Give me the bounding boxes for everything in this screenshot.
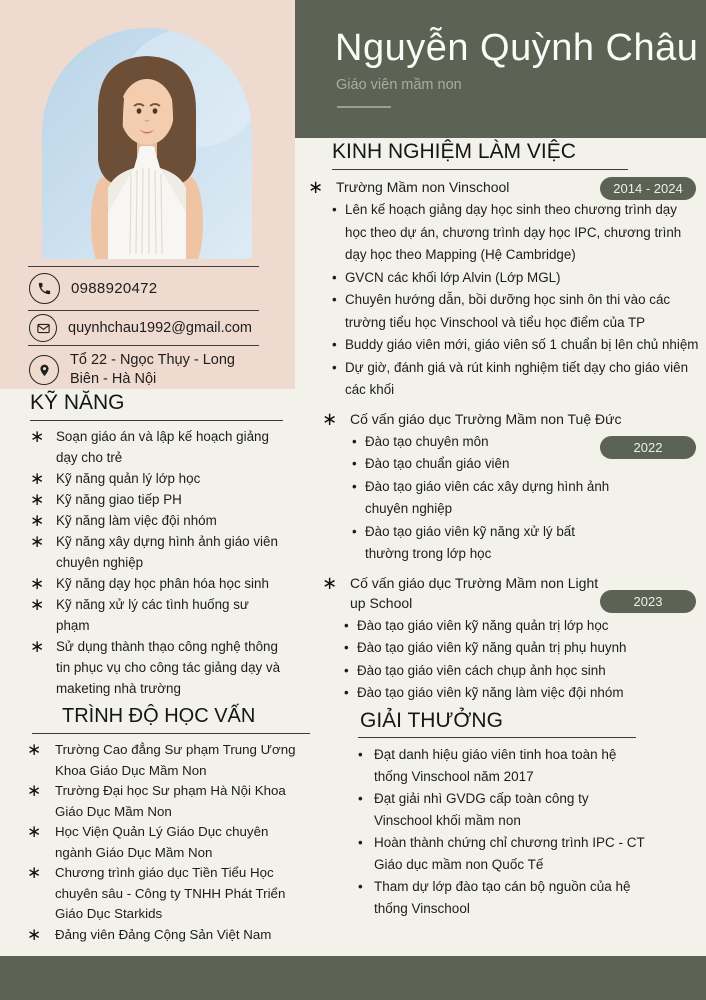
job-bullet (352, 521, 702, 566)
skill-text: Kỹ năng xử lý các tình huống sư phạm (56, 597, 249, 633)
job-bullet-text: Đào tạo giáo viên kỹ năng làm việc đội nhóm (357, 685, 624, 700)
award-text: Đạt giải nhì GVDG cấp toàn công ty Vinschool khối mầm non (374, 791, 589, 828)
profile-photo (42, 28, 252, 259)
job-bullet (332, 357, 702, 402)
bullet-icon: • (344, 662, 349, 678)
skill-text: Kỹ năng quản lý lớp học (56, 471, 201, 486)
job-bullet-text: Lên kế hoạch giảng dạy học sinh theo chương trình dạy học theo dự án, chương trình dạy học IPC, chương trình dạy học theo Mapping (Hệ Cambridge) (345, 202, 682, 262)
bullet-icon: • (358, 747, 363, 762)
asterisk-icon: ∗ (308, 177, 324, 197)
job-entry (306, 409, 702, 566)
header-banner (295, 0, 706, 138)
education-item (18, 740, 298, 781)
bullet-icon: • (358, 791, 363, 806)
period-badge: 2014 - 2024 (600, 177, 696, 200)
education-text: Học Viện Quản Lý Giáo Dục chuyên ngành Giáo Dục Mầm Non (55, 824, 269, 860)
job-bullet-text: Đào tạo giáo viên kỹ năng quản trị lớp học (357, 617, 609, 633)
job-bullet-text: GVCN các khối lớp Alvin (Lớp MGL) (345, 269, 561, 285)
asterisk-icon: ∗ (27, 781, 42, 800)
asterisk-icon: ∗ (30, 511, 45, 530)
asterisk-icon: ∗ (27, 924, 42, 944)
education-item (18, 781, 298, 822)
skill-item (30, 531, 283, 573)
skill-item (30, 594, 283, 636)
job-bullet-text: Dự giờ, đánh giá và rút kinh nghiệm tiết dạy cho giáo viên các khối (345, 359, 689, 397)
education-text: Chương trình giáo dục Tiền Tiểu Học chuyên sâu - Công ty TNHH Phát Triển Giáo Dục Starkids (55, 865, 286, 921)
experience-heading: KINH NGHIỆM LÀM VIỆC (332, 140, 628, 170)
job-bullet (332, 199, 702, 267)
skill-item (30, 510, 283, 531)
subtitle-underline (337, 106, 391, 108)
bullet-icon: • (332, 292, 337, 307)
job-bullet-text: Đào tạo giáo viên kỹ năng xử lý bất thường trong lớp học (365, 523, 575, 561)
job-entry-title: Trường Mầm non Vinschool (336, 179, 510, 195)
education-item (18, 863, 298, 925)
asterisk-icon: ∗ (322, 408, 338, 429)
job-bullet-text: Đào tạo chuẩn giáo viên (365, 456, 510, 471)
award-item (358, 832, 702, 876)
award-text: Tham dự lớp đào tạo cán bộ nguồn của hệ thống Vinschool (374, 879, 631, 916)
bullet-icon: • (344, 640, 349, 655)
asterisk-icon: ∗ (27, 863, 42, 882)
bullet-icon: • (358, 879, 363, 894)
portrait-illustration (42, 28, 252, 259)
bullet-icon: • (352, 456, 357, 471)
education-text: Đảng viên Đảng Cộng Sản Việt Nam (55, 926, 272, 942)
contact-block (28, 266, 259, 394)
experience-section (306, 140, 702, 711)
skill-item (30, 636, 283, 699)
job-bullet (332, 334, 702, 357)
award-text: Đạt danh hiệu giáo viên tinh hoa toàn hệ thống Vinschool năm 2017 (374, 747, 617, 784)
email-address: quynhchau1992@gmail.com (68, 319, 252, 336)
postal-address: Tổ 22 - Ngọc Thụy - Long Biên - Hà Nội (70, 352, 235, 387)
contact-address-row (28, 345, 259, 394)
asterisk-icon: ∗ (30, 469, 45, 488)
period-badge: 2023 (600, 590, 696, 613)
education-item (18, 925, 298, 946)
skill-text: Kỹ năng xây dựng hình ảnh giáo viên chuyên nghiệp (56, 534, 278, 570)
asterisk-icon: ∗ (30, 637, 45, 656)
skills-section (30, 391, 283, 699)
skill-text: Kỹ năng dạy học phân hóa học sinh (56, 576, 269, 591)
phone-number: 0988920472 (71, 280, 158, 297)
education-heading: TRÌNH ĐỘ HỌC VẤN (32, 705, 310, 734)
contact-phone-row (28, 266, 259, 310)
asterisk-icon: ∗ (30, 427, 45, 446)
skill-text: Kỹ năng làm việc đội nhóm (56, 513, 217, 528)
awards-section (358, 709, 702, 920)
skill-item (30, 468, 283, 489)
job-bullet-text: Đào tạo giáo viên các xây dựng hình ảnh chuyên nghiệp (365, 478, 610, 516)
bullet-icon: • (352, 478, 357, 494)
bullet-icon: • (352, 433, 357, 449)
skill-text: Soạn giáo án và lập kế hoạch giảng dạy cho trẻ (56, 429, 269, 465)
job-entry-title: Cố vấn giáo dục Trường Mầm non Tuệ Đức (350, 410, 622, 427)
bullet-icon: • (332, 337, 337, 352)
bullet-icon: • (332, 359, 337, 375)
asterisk-icon: ∗ (30, 595, 45, 614)
footer-bar (0, 956, 706, 1000)
job-title: Giáo viên mầm non (336, 77, 462, 93)
award-item (358, 876, 702, 920)
award-item (358, 744, 702, 788)
job-bullet (332, 267, 702, 290)
education-text: Trường Đại học Sư phạm Hà Nội Khoa Giáo Dục Mầm Non (55, 783, 286, 819)
envelope-icon (29, 314, 57, 342)
asterisk-icon: ∗ (30, 532, 45, 551)
job-bullet-text: Chuyên hướng dẫn, bồi dưỡng học sinh ôn thi vào các trường tiểu học Vinschool và tiểu học điểm của TP (345, 292, 671, 330)
award-item (358, 788, 702, 832)
job-bullet-text: Đào tạo giáo viên cách chụp ảnh học sinh (357, 662, 606, 678)
bullet-icon: • (332, 269, 337, 285)
skill-item (30, 426, 283, 468)
education-text: Trường Cao đẳng Sư phạm Trung Ương Khoa Giáo Dục Mầm Non (55, 742, 296, 778)
job-entry (306, 573, 702, 705)
job-bullet (344, 660, 702, 683)
bullet-icon: • (344, 685, 349, 700)
awards-heading: GIẢI THƯỞNG (358, 709, 636, 738)
skill-text: Kỹ năng giao tiếp PH (56, 492, 182, 507)
asterisk-icon: ∗ (30, 574, 45, 593)
job-entry (306, 177, 702, 402)
bullet-icon: • (332, 202, 337, 217)
bullet-icon: • (344, 617, 349, 633)
period-badge: 2022 (600, 436, 696, 459)
skill-item (30, 489, 283, 510)
asterisk-icon: ∗ (27, 822, 42, 841)
job-bullet (344, 637, 702, 660)
phone-icon (29, 273, 60, 304)
location-pin-icon (29, 355, 59, 385)
job-bullet (344, 682, 702, 705)
award-text: Hoàn thành chứng chỉ chương trình IPC - CT Giáo dục mầm non Quốc Tế (374, 835, 645, 872)
job-bullet-text: Buddy giáo viên mới, giáo viên số 1 chuẩn bị lên chủ nhiệm (345, 337, 699, 352)
skills-heading: KỸ NĂNG (30, 391, 283, 421)
asterisk-icon: ∗ (27, 740, 42, 759)
bullet-icon: • (358, 835, 363, 850)
skill-text: Sử dụng thành thạo công nghệ thông tin phục vụ cho công tác giảng dạy và maketing nhà trường (56, 639, 281, 696)
person-name: Nguyễn Quỳnh Châu (335, 27, 699, 69)
job-bullet (332, 289, 702, 334)
skill-item (30, 573, 283, 594)
job-bullet (352, 476, 702, 521)
education-section (18, 705, 298, 945)
asterisk-icon: ∗ (322, 572, 338, 593)
job-bullet (344, 615, 702, 638)
bullet-icon: • (352, 523, 357, 539)
contact-email-row (28, 310, 259, 345)
asterisk-icon: ∗ (30, 490, 45, 509)
education-item (18, 822, 298, 863)
job-bullet-text: Đào tạo chuyên môn (365, 433, 489, 449)
job-entry-title: Cố vấn giáo dục Trường Mầm non Light up School (350, 574, 599, 611)
job-bullet-text: Đào tạo giáo viên kỹ năng quản trị phụ huynh (357, 640, 627, 655)
